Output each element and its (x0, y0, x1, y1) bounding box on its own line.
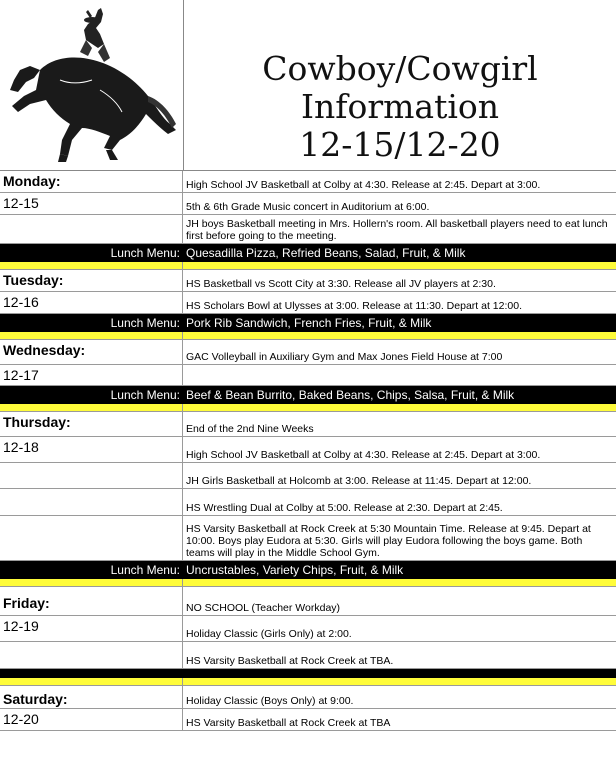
saturday-row-1 (0, 686, 616, 709)
thursday-row-2 (0, 437, 616, 463)
thursday-event-2: High School JV Basketball at Colby at 4:30. Release at 2:45. Depart at 3:00. (186, 449, 541, 461)
logo-cell (0, 0, 184, 170)
thursday-lunch-menu: Uncrustables, Variety Chips, Fruit, & Milk (186, 563, 404, 577)
wednesday-date: 12-17 (0, 365, 183, 385)
header (0, 0, 616, 171)
saturday-label: Saturday: (0, 686, 183, 708)
thursday-row-5 (0, 516, 616, 561)
tuesday-label: Tuesday: (0, 270, 183, 291)
page-title (184, 50, 616, 164)
yellow-divider (0, 332, 616, 340)
thursday-lunch-row (0, 561, 616, 579)
yellow-divider (0, 678, 616, 686)
wednesday-label: Wednesday: (0, 340, 183, 364)
tuesday-lunch-menu: Pork Rib Sandwich, French Fries, Fruit, & Milk (186, 316, 432, 330)
monday-lunch-menu: Quesadilla Pizza, Refried Beans, Salad, Fruit, & Milk (186, 246, 466, 260)
lunch-menu-label: Lunch Menu: (110, 246, 180, 260)
wednesday-row-1 (0, 340, 616, 365)
black-divider (0, 669, 616, 678)
thursday-row-3 (0, 463, 616, 489)
yellow-divider (0, 404, 616, 412)
thursday-date: 12-18 (0, 437, 183, 462)
monday-date: 12-15 (0, 193, 183, 214)
saturday-date: 12-20 (0, 709, 183, 730)
title-line-3: 12-15/12-20 (299, 125, 501, 164)
monday-label: Monday: (0, 171, 183, 192)
wednesday-lunch-menu: Beef & Bean Burrito, Baked Beans, Chips, Salsa, Fruit, & Milk (186, 388, 515, 402)
tuesday-date: 12-16 (0, 292, 183, 313)
monday-event-3: JH boys Basketball meeting in Mrs. Hollern's room. All basketball players need to eat lunch first before going to the meeting. (186, 218, 608, 242)
thursday-row-4 (0, 489, 616, 516)
friday-event-3: HS Varsity Basketball at Rock Creek at TBA. (186, 655, 394, 667)
lunch-menu-label: Lunch Menu: (110, 563, 180, 577)
wednesday-lunch-row (0, 386, 616, 404)
saturday-row-2 (0, 709, 616, 731)
friday-event-1: NO SCHOOL (Teacher Workday) (186, 602, 341, 614)
thursday-event-4: HS Wrestling Dual at Colby at 5:00. Release at 2:30. Depart at 2:45. (186, 502, 503, 514)
friday-row-2 (0, 616, 616, 642)
saturday-event-2: HS Varsity Basketball at Rock Creek at TBA (186, 717, 391, 729)
yellow-divider (0, 262, 616, 270)
thursday-event-3: JH Girls Basketball at Holcomb at 3:00. Release at 11:45. Depart at 12:00. (186, 475, 532, 487)
wednesday-event-1: GAC Volleyball in Auxiliary Gym and Max Jones Field House at 7:00 (186, 351, 503, 363)
friday-date: 12-19 (0, 616, 183, 641)
tuesday-event-1: HS Basketball vs Scott City at 3:30. Release all JV players at 2:30. (186, 278, 496, 290)
thursday-event-1: End of the 2nd Nine Weeks (186, 423, 314, 435)
bronc-rider-icon (0, 0, 183, 170)
title-line-2: Information (300, 87, 500, 126)
lunch-menu-label: Lunch Menu: (110, 316, 180, 330)
thursday-event-5: HS Varsity Basketball at Rock Creek at 5:30 Mountain Time. Release at 9:45. Depart at 10:00. Boys play Eudora at 5:30. Girls will play Eudora following the boys game. Both teams will play in the Middle School Gym. (186, 523, 591, 559)
thursday-row-1 (0, 412, 616, 437)
tuesday-row-1 (0, 270, 616, 292)
tuesday-event-2: HS Scholars Bowl at Ulysses at 3:00. Release at 11:30. Depart at 12:00. (186, 300, 522, 312)
wednesday-row-2 (0, 365, 616, 386)
monday-row-2 (0, 193, 616, 215)
tuesday-row-2 (0, 292, 616, 314)
monday-row-1 (0, 171, 616, 193)
friday-row-1 (0, 587, 616, 616)
friday-event-2: Holiday Classic (Girls Only) at 2:00. (186, 628, 352, 640)
friday-label: Friday: (0, 587, 183, 615)
monday-row-3 (0, 215, 616, 244)
saturday-event-1: Holiday Classic (Boys Only) at 9:00. (186, 695, 354, 707)
tuesday-lunch-row (0, 314, 616, 332)
thursday-label: Thursday: (0, 412, 183, 436)
lunch-menu-label: Lunch Menu: (110, 388, 180, 402)
friday-row-3 (0, 642, 616, 669)
yellow-divider (0, 579, 616, 587)
title-line-1: Cowboy/Cowgirl (262, 49, 538, 88)
monday-event-2: 5th & 6th Grade Music concert in Auditorium at 6:00. (186, 201, 430, 213)
monday-event-1: High School JV Basketball at Colby at 4:30. Release at 2:45. Depart at 3:00. (186, 179, 541, 191)
monday-lunch-row (0, 244, 616, 262)
